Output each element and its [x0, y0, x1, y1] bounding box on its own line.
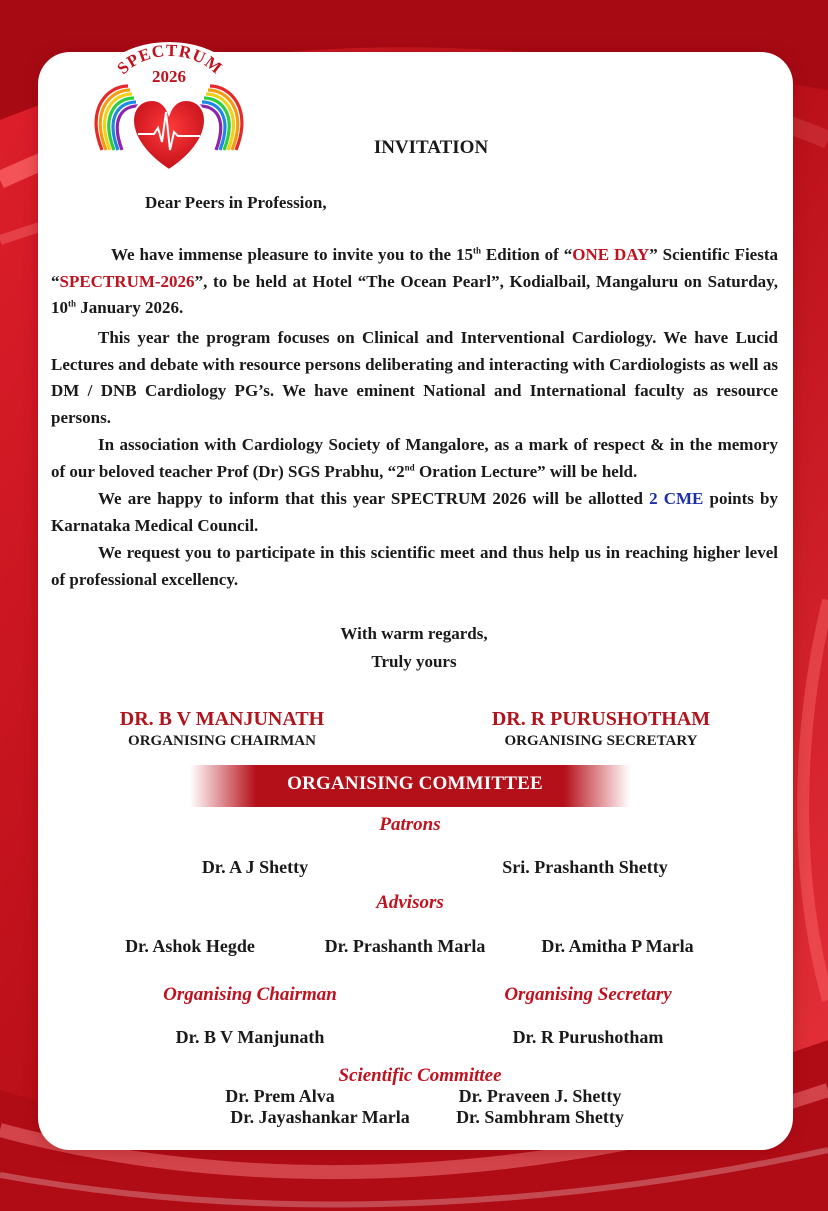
- scientific-member-name: Dr. Jayashankar Marla: [230, 1107, 410, 1127]
- scientific-member-name: Dr. Praveen J. Shetty: [458, 1086, 622, 1106]
- committee-banner-label: ORGANISING COMMITTEE: [287, 773, 543, 794]
- patron-name: Dr. A J Shetty: [201, 857, 309, 877]
- logo-year: 2026: [152, 67, 186, 86]
- advisors-heading: Advisors: [376, 892, 444, 913]
- organising-chairman-name: Dr. B V Manjunath: [175, 1027, 325, 1047]
- svg-text:SPECTRUM: SPECTRUM: [113, 40, 227, 79]
- spectrum-highlight: SPECTRUM-2026: [59, 271, 195, 291]
- patrons-heading: Patrons: [379, 814, 441, 835]
- closing-regards: With warm regards,: [340, 624, 488, 643]
- letter-title: INVITATION: [373, 137, 489, 158]
- paragraph-4: We are happy to inform that this year SPECTRUM 2026 will be allotted 2 CME points by Karnataka Medical Council.: [51, 489, 778, 535]
- paragraph-5: We request you to participate in this scientific meet and thus help us in reaching higher level of professional excellency.: [51, 543, 778, 589]
- advisor-name: Dr. Prashanth Marla: [324, 936, 486, 956]
- one-day-highlight: ONE DAY: [572, 245, 650, 264]
- paragraph-1: We have immense pleasure to invite you to the 15th Edition of “ONE DAY” Scientific Fiesta “SPECTRUM-2026”, to be held at Hotel “The Ocean Pearl”, Kodialbail, Mangaluru on Saturday, 10th January 2026.: [51, 245, 779, 318]
- organising-chairman-heading: Organising Chairman: [163, 984, 337, 1005]
- organising-secretary-heading: Organising Secretary: [504, 984, 672, 1005]
- signatory-role-secretary: ORGANISING SECRETARY: [504, 733, 698, 749]
- closing-yours: Truly yours: [371, 652, 457, 671]
- advisor-name: Dr. Amitha P Marla: [541, 936, 694, 956]
- greeting: Dear Peers in Profession,: [145, 193, 327, 212]
- cme-highlight: 2 CME: [649, 489, 704, 508]
- organising-secretary-name: Dr. R Purushotham: [512, 1027, 664, 1047]
- patron-name: Sri. Prashanth Shetty: [502, 857, 668, 877]
- signatory-role-chairman: ORGANISING CHAIRMAN: [128, 733, 316, 749]
- signatory-name-chairman: DR. B V MANJUNATH: [119, 708, 325, 730]
- advisor-name: Dr. Ashok Hegde: [125, 936, 255, 956]
- scientific-member-name: Dr. Prem Alva: [225, 1086, 335, 1106]
- paragraph-3: In association with Cardiology Society of Mangalore, as a mark of respect & in the memory of our beloved teacher Prof (Dr) SGS Prabhu, “2nd Oration Lecture” will be held.: [51, 435, 778, 481]
- scientific-committee-heading: Scientific Committee: [338, 1065, 502, 1086]
- signatory-name-secretary: DR. R PURUSHOTHAM: [491, 708, 711, 730]
- paragraph-2: This year the program focuses on Clinical and Interventional Cardiology. We have Lucid Lectures and debate with resource persons deliberating and interacting with Cardiologists as well as DM / DNB Cardiology PG’s. We have eminent National and International faculty as resource persons.: [51, 328, 778, 428]
- scientific-member-name: Dr. Sambhram Shetty: [456, 1107, 624, 1127]
